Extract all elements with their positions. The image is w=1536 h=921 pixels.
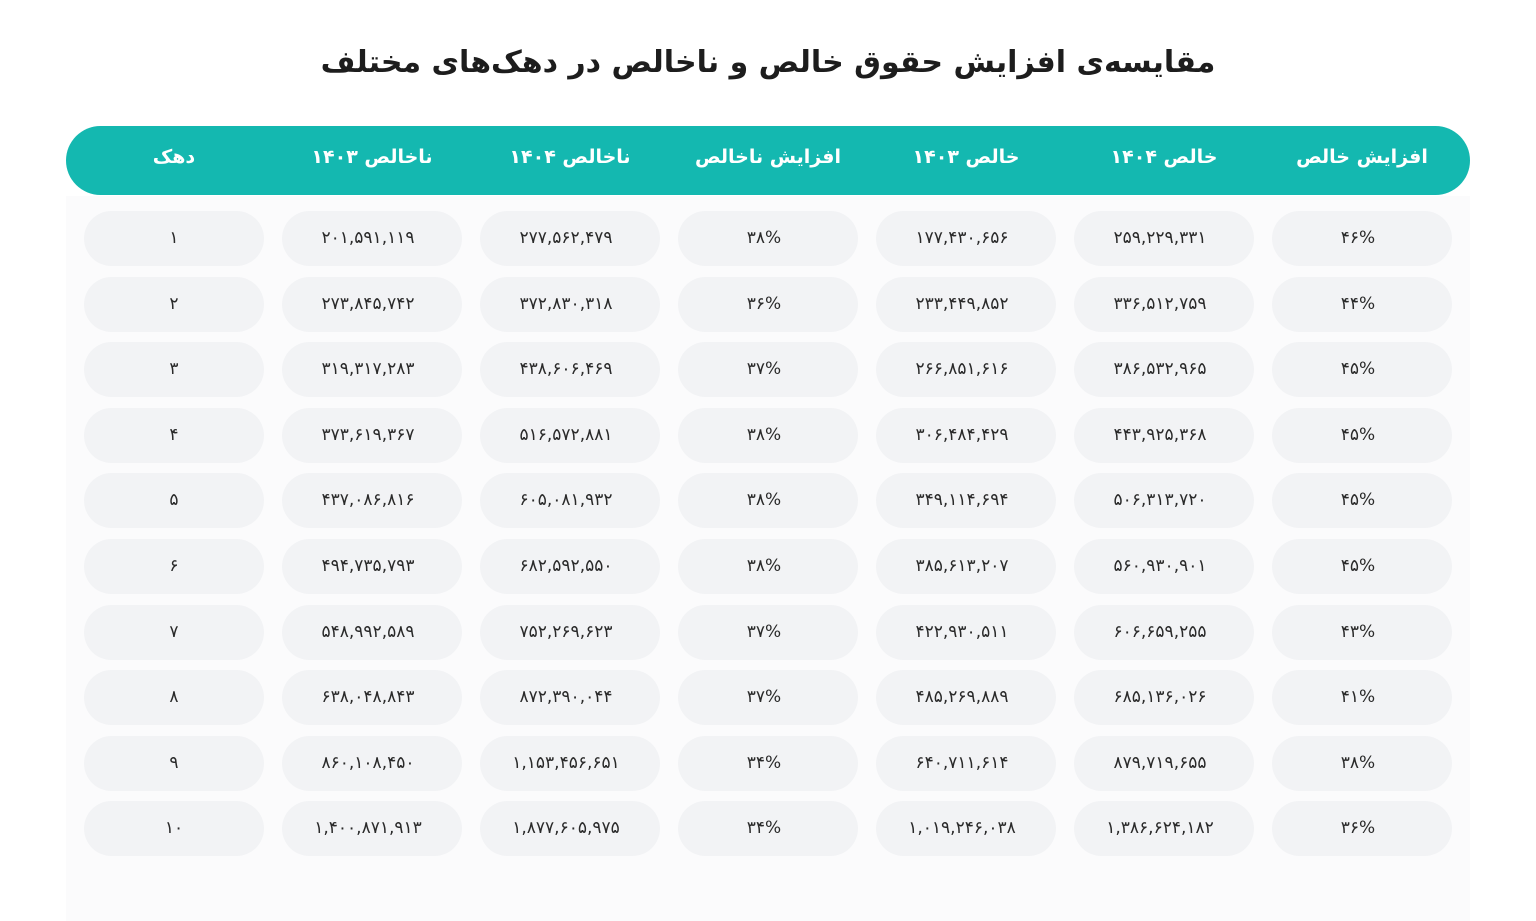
cell-net-1403: ۲۳۳,۴۴۹,۸۵۲ (876, 277, 1056, 332)
cell-gross-1404: ۵۱۶,۵۷۲,۸۸۱ (480, 408, 660, 463)
cell-gross-1404: ۶۸۲,۵۹۲,۵۵۰ (480, 539, 660, 594)
header-decile: دهک (152, 146, 196, 168)
cell-net-1403: ۱,۰۱۹,۲۴۶,۰۳۸ (876, 801, 1056, 856)
cell-gross-increase: ۳۷% (678, 670, 858, 725)
cell-net-1403: ۴۲۲,۹۳۰,۵۱۱ (876, 605, 1056, 660)
cell-decile: ۶ (84, 539, 264, 594)
cell-decile: ۲ (84, 277, 264, 332)
cell-gross-increase: ۳۸% (678, 539, 858, 594)
header-gross-1403: ناخالص ۱۴۰۳ (311, 146, 433, 168)
cell-net-increase: ۴۵% (1272, 473, 1452, 528)
table-row (84, 539, 1452, 594)
cell-gross-1404: ۶۰۵,۰۸۱,۹۳۲ (480, 473, 660, 528)
cell-gross-1403: ۳۷۳,۶۱۹,۳۶۷ (282, 408, 462, 463)
cell-net-1404: ۵۰۶,۳۱۳,۷۲۰ (1074, 473, 1254, 528)
table-row (84, 473, 1452, 528)
page-title: مقایسه‌ی افزایش حقوق خالص و ناخالص در دهک‌های مختلف (320, 45, 1216, 80)
cell-gross-increase: ۳۷% (678, 605, 858, 660)
cell-gross-increase: ۳۴% (678, 801, 858, 856)
cell-gross-1403: ۲۷۳,۸۴۵,۷۴۲ (282, 277, 462, 332)
cell-net-1404: ۳۳۶,۵۱۲,۷۵۹ (1074, 277, 1254, 332)
cell-net-increase: ۴۳% (1272, 605, 1452, 660)
cell-net-1404: ۶۸۵,۱۳۶,۰۲۶ (1074, 670, 1254, 725)
cell-gross-1404: ۲۷۷,۵۶۲,۴۷۹ (480, 211, 660, 266)
table-row (84, 342, 1452, 397)
cell-net-1403: ۲۶۶,۸۵۱,۶۱۶ (876, 342, 1056, 397)
header-net-1403: خالص ۱۴۰۳ (912, 146, 1020, 168)
cell-gross-increase: ۳۸% (678, 408, 858, 463)
cell-net-1404: ۱,۳۸۶,۶۲۴,۱۸۲ (1074, 801, 1254, 856)
header-gross-increase: افزایش ناخالص (694, 146, 842, 168)
cell-gross-1403: ۳۱۹,۳۱۷,۲۸۳ (282, 342, 462, 397)
cell-gross-1403: ۴۳۷,۰۸۶,۸۱۶ (282, 473, 462, 528)
cell-decile: ۳ (84, 342, 264, 397)
cell-gross-increase: ۳۶% (678, 277, 858, 332)
header-net-1404: خالص ۱۴۰۴ (1110, 146, 1218, 168)
table-body (66, 211, 1470, 867)
cell-gross-1403: ۶۳۸,۰۴۸,۸۴۳ (282, 670, 462, 725)
cell-gross-1403: ۱,۴۰۰,۸۷۱,۹۱۳ (282, 801, 462, 856)
cell-net-increase: ۴۶% (1272, 211, 1452, 266)
cell-gross-increase: ۳۷% (678, 342, 858, 397)
cell-net-1403: ۱۷۷,۴۳۰,۶۵۶ (876, 211, 1056, 266)
table-row (84, 605, 1452, 660)
cell-gross-increase: ۳۴% (678, 736, 858, 791)
cell-net-1404: ۵۶۰,۹۳۰,۹۰۱ (1074, 539, 1254, 594)
cell-net-increase: ۳۸% (1272, 736, 1452, 791)
cell-gross-increase: ۳۸% (678, 473, 858, 528)
cell-net-increase: ۴۵% (1272, 408, 1452, 463)
cell-net-increase: ۴۵% (1272, 342, 1452, 397)
cell-gross-1404: ۱,۱۵۳,۴۵۶,۶۵۱ (480, 736, 660, 791)
cell-net-1403: ۶۴۰,۷۱۱,۶۱۴ (876, 736, 1056, 791)
header-net-increase: افزایش خالص (1296, 146, 1428, 168)
table-row (84, 408, 1452, 463)
cell-gross-1404: ۸۷۲,۳۹۰,۰۴۴ (480, 670, 660, 725)
cell-net-increase: ۴۱% (1272, 670, 1452, 725)
cell-gross-1404: ۷۵۲,۲۶۹,۶۲۳ (480, 605, 660, 660)
cell-net-1404: ۶۰۶,۶۵۹,۲۵۵ (1074, 605, 1254, 660)
table-row (84, 736, 1452, 791)
cell-net-1404: ۲۵۹,۲۲۹,۳۳۱ (1074, 211, 1254, 266)
table-row (84, 801, 1452, 856)
table-header (66, 126, 1470, 195)
cell-net-increase: ۴۵% (1272, 539, 1452, 594)
cell-net-1403: ۴۸۵,۲۶۹,۸۸۹ (876, 670, 1056, 725)
table-row (84, 670, 1452, 725)
cell-net-increase: ۴۴% (1272, 277, 1452, 332)
cell-gross-1403: ۸۶۰,۱۰۸,۴۵۰ (282, 736, 462, 791)
header-gross-1404: ناخالص ۱۴۰۴ (509, 146, 631, 168)
cell-gross-1403: ۲۰۱,۵۹۱,۱۱۹ (282, 211, 462, 266)
cell-gross-1404: ۳۷۲,۸۳۰,۳۱۸ (480, 277, 660, 332)
cell-decile: ۹ (84, 736, 264, 791)
cell-decile: ۷ (84, 605, 264, 660)
cell-decile: ۱ (84, 211, 264, 266)
table-row (84, 277, 1452, 332)
cell-net-1404: ۸۷۹,۷۱۹,۶۵۵ (1074, 736, 1254, 791)
cell-net-1404: ۳۸۶,۵۳۲,۹۶۵ (1074, 342, 1254, 397)
cell-gross-1403: ۵۴۸,۹۹۲,۵۸۹ (282, 605, 462, 660)
cell-net-1403: ۳۰۶,۴۸۴,۴۲۹ (876, 408, 1056, 463)
cell-decile: ۵ (84, 473, 264, 528)
cell-decile: ۸ (84, 670, 264, 725)
cell-gross-1404: ۴۳۸,۶۰۶,۴۶۹ (480, 342, 660, 397)
cell-net-1403: ۳۴۹,۱۱۴,۶۹۴ (876, 473, 1056, 528)
cell-net-1404: ۴۴۳,۹۲۵,۳۶۸ (1074, 408, 1254, 463)
cell-decile: ۱۰ (84, 801, 264, 856)
cell-decile: ۴ (84, 408, 264, 463)
cell-gross-1403: ۴۹۴,۷۳۵,۷۹۳ (282, 539, 462, 594)
cell-gross-1404: ۱,۸۷۷,۶۰۵,۹۷۵ (480, 801, 660, 856)
table-row (84, 211, 1452, 266)
cell-net-1403: ۳۸۵,۶۱۳,۲۰۷ (876, 539, 1056, 594)
cell-gross-increase: ۳۸% (678, 211, 858, 266)
cell-net-increase: ۳۶% (1272, 801, 1452, 856)
